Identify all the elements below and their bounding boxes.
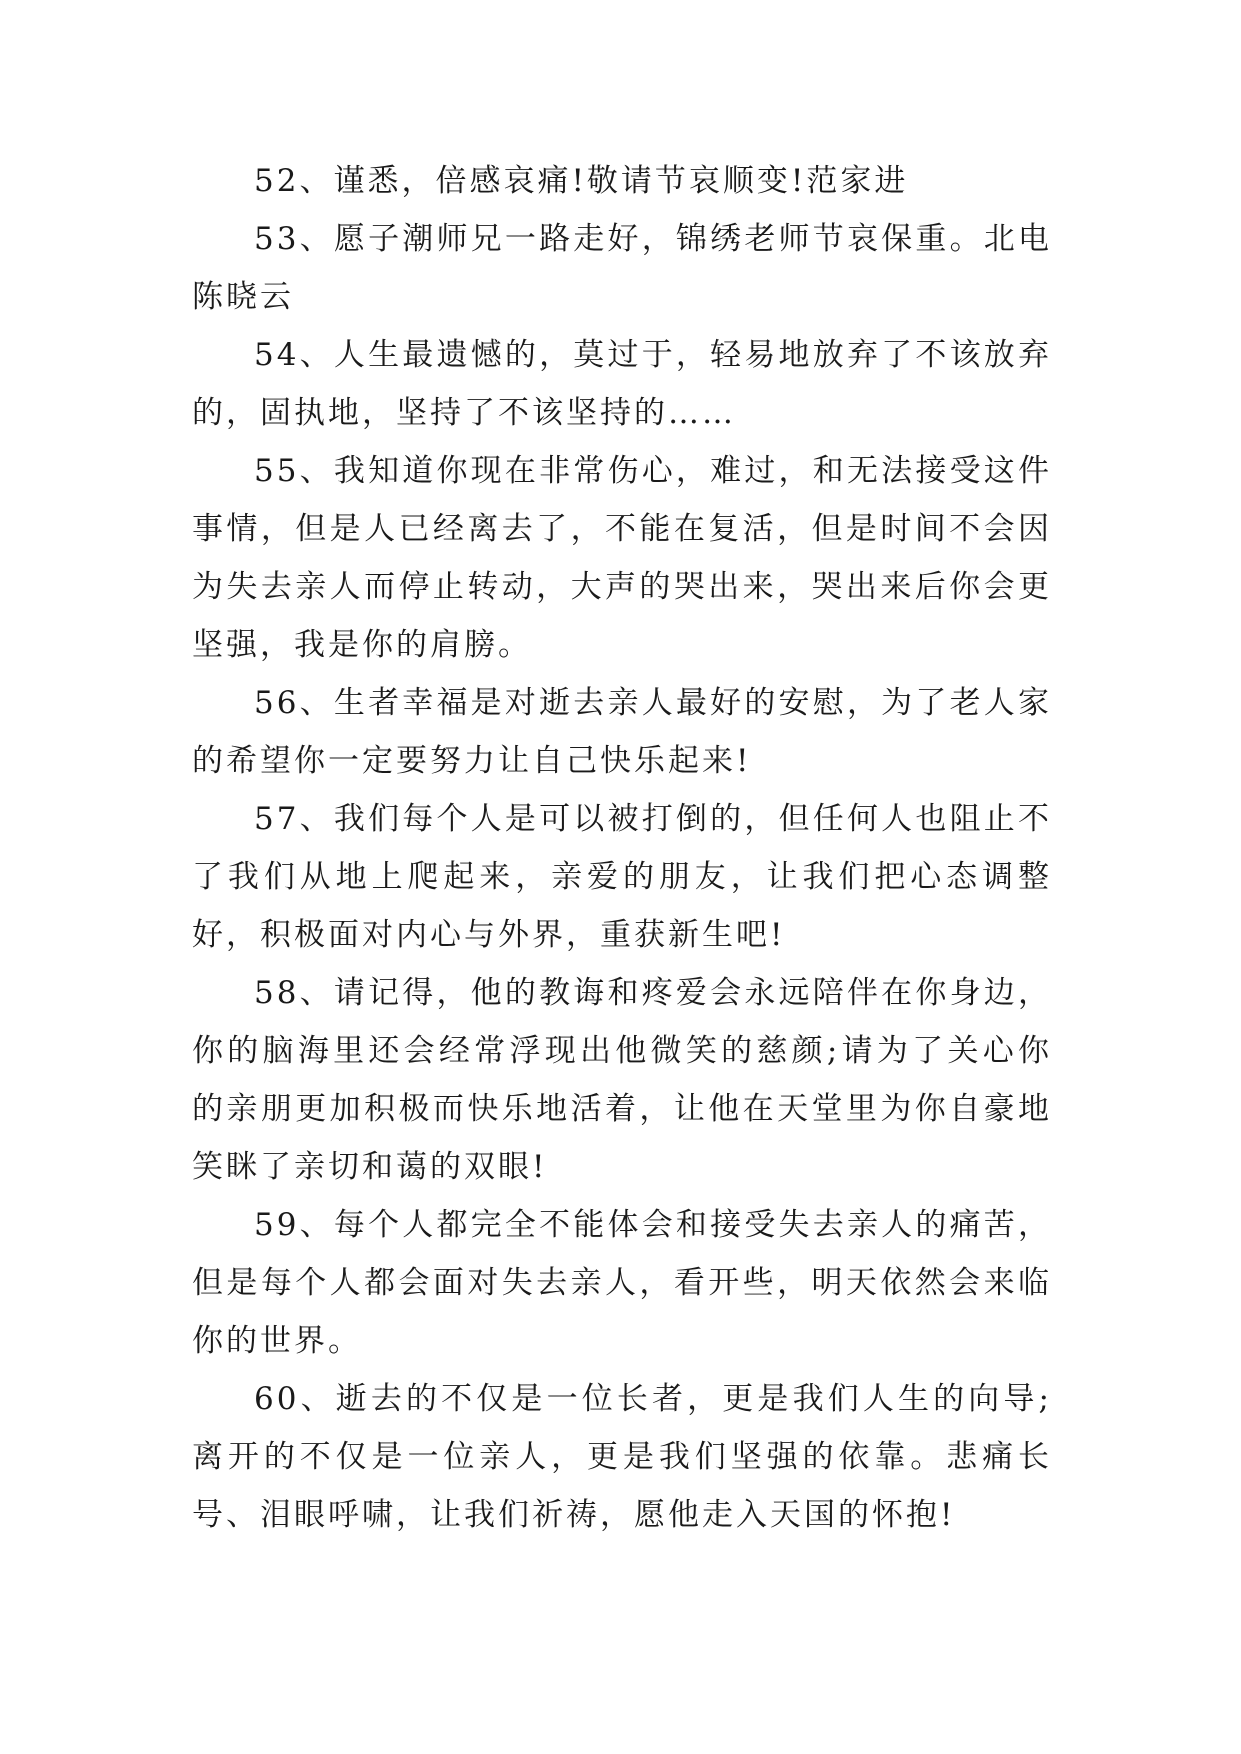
paragraph-58: 58、请记得，他的教诲和疼爱会永远陪伴在你身边，你的脑海里还会经常浮现出他微笑的慈颜;请为了关心你的亲朋更加积极而快乐地活着，让他在天堂里为你自豪地笑眯了亲切和蔼的双眼!	[192, 975, 1052, 1185]
paragraph-53: 53、愿子潮师兄一路走好，锦绣老师节哀保重。北电陈晓云	[192, 221, 1052, 315]
paragraph-59: 59、每个人都完全不能体会和接受失去亲人的痛苦，但是每个人都会面对失去亲人，看开些，明天依然会来临你的世界。	[192, 1207, 1052, 1359]
document-body	[192, 152, 1052, 1544]
paragraph-52: 52、谨悉，倍感哀痛!敬请节哀顺变!范家进	[254, 163, 909, 199]
paragraph-54: 54、人生最遗憾的，莫过于，轻易地放弃了不该放弃的，固执地，坚持了不该坚持的……	[192, 337, 1052, 431]
paragraph-55: 55、我知道你现在非常伤心，难过，和无法接受这件事情，但是人已经离去了，不能在复活，但是时间不会因为失去亲人而停止转动，大声的哭出来，哭出来后你会更坚强，我是你的肩膀。	[192, 453, 1052, 663]
paragraph-60: 60、逝去的不仅是一位长者，更是我们人生的向导;离开的不仅是一位亲人，更是我们坚强的依靠。悲痛长号、泪眼呼啸，让我们祈祷，愿他走入天国的怀抱!	[192, 1381, 1052, 1533]
paragraph-56: 56、生者幸福是对逝去亲人最好的安慰，为了老人家的希望你一定要努力让自己快乐起来!	[192, 685, 1052, 779]
paragraph-57: 57、我们每个人是可以被打倒的，但任何人也阻止不了我们从地上爬起来，亲爱的朋友，让我们把心态调整好，积极面对内心与外界，重获新生吧!	[192, 801, 1052, 953]
